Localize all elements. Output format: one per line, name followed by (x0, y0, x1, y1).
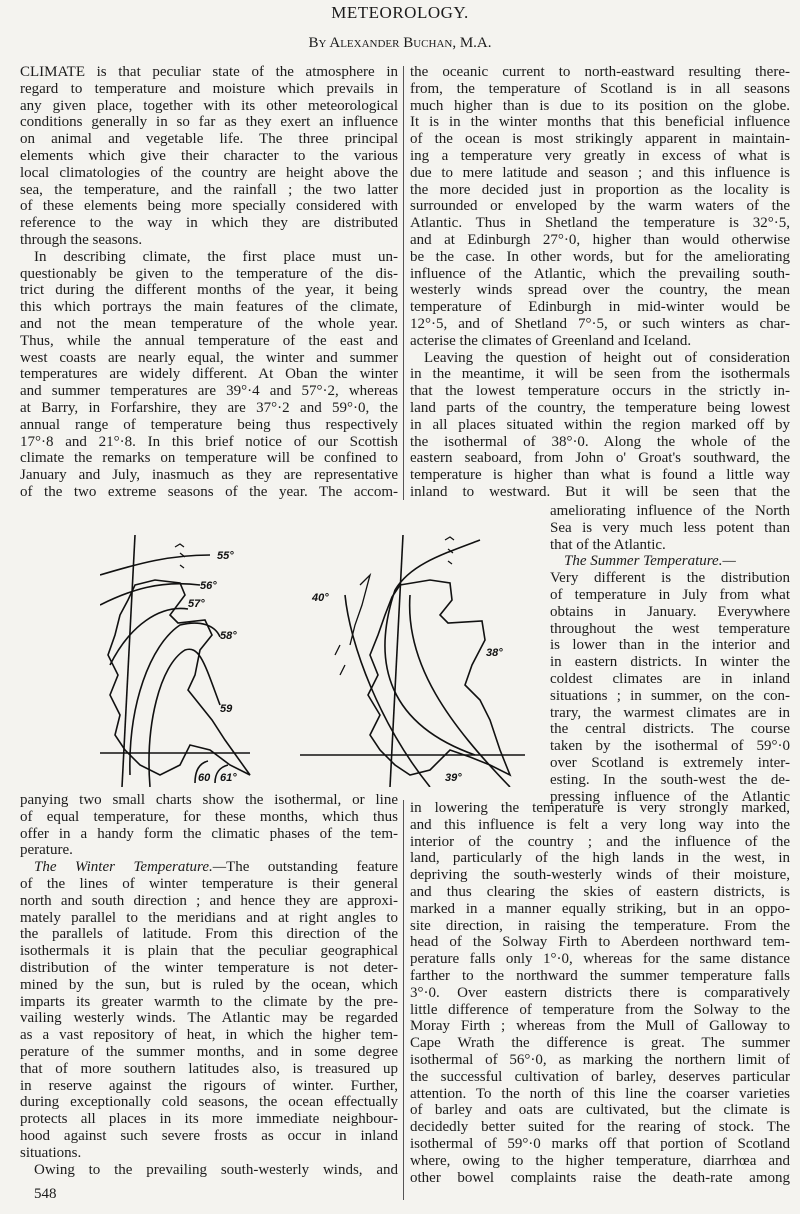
text-line: questionably be given to the temperature of the dis- (20, 265, 398, 282)
text-line: and thus clearing the skies of eastern districts, is (410, 883, 790, 900)
isotherm-label: 59 (220, 703, 233, 715)
section-heading: The Winter Temperature.— (34, 859, 227, 876)
text-line: the more decided just in proportion as the locality is (410, 181, 790, 198)
text-line: situations ; in summer, on the con- (550, 687, 790, 704)
text-line: interior of the country ; and the influence of the (410, 833, 790, 850)
isotherm-label: 60 (198, 772, 211, 784)
text-line: and summer temperatures are 39°·4 and 57°·2, whereas (20, 383, 398, 400)
text-line: surrounded or enveloped by the warm waters of the (410, 198, 790, 215)
page-title: METEOROLOGY. (331, 3, 469, 22)
text-line: vailing westerly winds. The Atlantic may be regarded (20, 1010, 398, 1027)
text-line: trict during the different months of the year, it being (20, 282, 398, 299)
text-line: the central districts. The course (550, 721, 790, 738)
text-line: ing a temperature very greatly in excess of what is (410, 147, 790, 164)
text-line: this which portrays the main features of the climate, (20, 299, 398, 316)
column-right-top (410, 64, 790, 501)
text-line: perature of the summer months, and in some degree (20, 1043, 398, 1060)
text-line: and this influence is felt a very long way into the (410, 816, 790, 833)
text-line: Cape Wrath the difference is great. The summer (410, 1035, 790, 1052)
text-line: the isothermal of 38°·0. Along the whole of the (410, 433, 790, 450)
text-line: and not the mean temperature of the whole year. (20, 315, 398, 332)
text-line: Atlantic. Thus in Shetland the temperature is 32°·5, (410, 215, 790, 232)
text-line: much higher than is due to its position on the globe. (410, 97, 790, 114)
text-line: distribution of the winter temperature is not deter- (20, 959, 398, 976)
text-line: land parts of the country, the temperature being lowest (410, 399, 790, 416)
text-line: mately parallel to the meridians and at right angles to (20, 909, 398, 926)
text-line: isothermals it is plain that the peculiar geographical (20, 943, 398, 960)
column-right-narrow (550, 503, 790, 805)
text-line: of these elements being more specially considered with (20, 198, 398, 215)
isotherm-55 (100, 555, 210, 575)
text-line: conditions generally in so far as they exert an influence (20, 114, 398, 131)
text-line: in eastern districts. In winter the (550, 654, 790, 671)
text-line: temperatures are widely different. At Oban the winter (20, 366, 398, 383)
text-line: It is in the winter months that this beneficial influence (410, 114, 790, 131)
text-line: 12°·5, and of Shetland 7°·5, or such winters as char- (410, 315, 790, 332)
text-line: eastern seaboard, from John o' Groat's southward, the (410, 450, 790, 467)
isotherm-label: 40° (312, 592, 329, 604)
text-line: site direction, in raising the temperature. From the (410, 917, 790, 934)
text-line: of the lines of winter temperature is their general (20, 875, 398, 892)
text-line (550, 553, 790, 570)
text-line: attention. To the north of this line the coarser varieties (410, 1085, 790, 1102)
isotherm-label: 39° (445, 772, 462, 784)
text-line: other bowel complaints raise the death-rate among (410, 1169, 790, 1186)
text-line: of the ocean is most strikingly apparent in maintain- (410, 131, 790, 148)
text-line: situations. (20, 1144, 82, 1161)
text-line: perature falls only 1°·0, whereas for the same distance (410, 951, 790, 968)
column-left-bottom (20, 792, 398, 1178)
isotherm-38 (385, 540, 480, 755)
text-line: local climatologies of the country are height above the (20, 164, 398, 181)
text-line: over Scotland is extremely inter- (550, 754, 790, 771)
text-line: inland to westward. But it will be seen that the (410, 483, 790, 500)
text-line: climate the remarks on temperature will be confined to (20, 450, 398, 467)
text-line: protects all places in its more immediate neighbour- (20, 1111, 398, 1128)
text-line: in all places situated within the region marked off by (410, 416, 790, 433)
page-number: 548 (34, 1186, 57, 1202)
text-line: marked in a manner equally striking, but in an oppo- (410, 900, 790, 917)
text-line: westerly winds spread over the country, the mean (410, 282, 790, 299)
text-line: temperature of Edinburgh in mid-winter would be (410, 299, 790, 316)
text-line: throughout the west temperature (550, 620, 790, 637)
column-divider-bottom (403, 800, 404, 1200)
text-line: north and south direction ; and hence they are approxi- (20, 892, 398, 909)
text-line: Owing to the prevailing south-westerly winds, and (34, 1161, 398, 1178)
column-right-bottom (410, 800, 790, 1186)
text-line: ameliorating influence of the North (550, 503, 790, 519)
text-line: Sea is very much less potent than (550, 519, 790, 536)
text-line (20, 859, 398, 876)
column-divider-top (403, 66, 404, 500)
text-line: annual range of temperature being thus respectively (20, 416, 398, 433)
text-line: of barley and oats are cultivated, but the climate is (410, 1102, 790, 1119)
isotherm-label: 55° (217, 550, 234, 562)
isotherm-59 (149, 649, 220, 787)
text-line: regard to temperature and moisture which prevails in (20, 80, 398, 97)
text-line: reference to the way in which they are distributed (20, 215, 398, 232)
text-line: of the two extreme seasons of the year. The accom- (20, 483, 398, 500)
text-line: perature. (20, 842, 73, 859)
text-line: any given place, together with its other meteorological (20, 97, 398, 114)
column-left-top (20, 64, 398, 501)
text-line: head of the Solway Firth to Aberdeen northward tem- (410, 934, 790, 951)
text-line: isothermal of 59°·0 marks off that portion of Scotland (410, 1135, 790, 1152)
text-line: the successful cultivation of barley, deserves particular (410, 1068, 790, 1085)
summer-isotherm-map (100, 525, 260, 787)
text-line: decidedly better suited for the rearing of stock. The (410, 1119, 790, 1136)
text-line: isothermal of 56°·0, as marking the northern limit of (410, 1051, 790, 1068)
text-line: mined by the sun, but is ruled by the ocean, which (20, 976, 398, 993)
text-line-content: The outstanding feature (226, 859, 398, 876)
text-line: obtains in January. Everywhere (550, 603, 790, 620)
text-line: and at Edinburgh 27°·0, higher than would otherwise (410, 231, 790, 248)
text-line: little difference of temperature from the Solway to the (410, 1001, 790, 1018)
isotherm-label: 56° (200, 580, 217, 592)
text-line: taken by the isothermal of 59°·0 (550, 738, 790, 755)
text-line: influence of the Atlantic, which the prevailing south- (410, 265, 790, 282)
text-line: due to mere latitude and season ; and this influence is (410, 164, 790, 181)
text-line: west coasts are nearly equal, the winter and summer (20, 349, 398, 366)
isotherm-label: 61° (220, 772, 237, 784)
text-line: trary, the warmest climates are in (550, 704, 790, 721)
text-line: farther to the northward the summer temperature falls (410, 967, 790, 984)
isotherm-label: 58° (220, 630, 237, 642)
text-line: hood against such severe frosts as occur in inland (20, 1127, 398, 1144)
text-line: 3°·0. Over eastern districts there is comparatively (410, 984, 790, 1001)
section-heading: The Summer Temperature.— (564, 553, 736, 570)
text-line: CLIMATE is that peculiar state of the atmosphere in (20, 64, 398, 80)
winter-isotherm-map (300, 525, 535, 787)
author-byline: By Alexander Buchan, M.A. (308, 35, 492, 51)
text-line: panying two small charts show the isothermal, or line (20, 792, 398, 808)
text-line: Thus, while the annual temperature of the east and (20, 332, 398, 349)
text-line: in lowering the temperature is very strongly marked, (410, 800, 790, 816)
isotherm-label: 38° (486, 647, 503, 659)
text-line: January and July, inasmuch as they are representative (20, 467, 398, 484)
text-line: the parallels of latitude. From this direction of the (20, 926, 398, 943)
text-line: Moray Firth ; whereas from the Mull of Galloway to (410, 1018, 790, 1035)
text-line: imparts its greater warmth to the climate by the pre- (20, 993, 398, 1010)
text-line: elements which give their character to the various (20, 147, 398, 164)
text-line: land, particularly of the high lands in the west, in (410, 850, 790, 867)
text-line: that of more southern latitudes also, is treasured up (20, 1060, 398, 1077)
text-line: temperature is higher than what is found a little way (410, 467, 790, 484)
text-line: pressing influence of the Atlantic (550, 788, 790, 805)
text-line: esting. In the south-west the de- (550, 771, 790, 788)
hebrides-islands (335, 575, 370, 675)
text-line: on animal and vegetable life. The three principal (20, 131, 398, 148)
text-line: of equal temperature, for these months, which thus (20, 808, 398, 825)
text-line: acterise the climates of Greenland and Iceland. (410, 332, 692, 349)
text-line: where, owing to the higher temperature, diarrhœa and (410, 1152, 790, 1169)
text-line: the oceanic current to north-eastward resulting there- (410, 64, 790, 80)
text-line: sea, the temperature, and the rainfall ; the two latter (20, 181, 398, 198)
text-line: that the lowest temperature occurs in the strictly in- (410, 383, 790, 400)
text-line: Leaving the question of height out of consideration (424, 349, 790, 366)
text-line: coldest climates are in inland (550, 670, 790, 687)
isotherm-label: 57° (188, 598, 205, 610)
text-line: depriving the south-westerly winds of their moisture, (410, 867, 790, 884)
text-line: as a vast repository of heat, in which the higher tem- (20, 1027, 398, 1044)
text-line: Very different is the distribution (550, 570, 790, 587)
text-line: of temperature in July from what (550, 586, 790, 603)
text-line: 17°·8 and 21°·8. In this brief notice of our Scottish (20, 433, 398, 450)
meridian-line (390, 535, 403, 787)
text-line: offer in a handy form the climatic phases of the tem- (20, 825, 398, 842)
text-line: is lower than in the interior and (550, 637, 790, 654)
text-line: during exceptionally cold seasons, the ocean effectually (20, 1094, 398, 1111)
text-line: through the seasons. (20, 231, 143, 248)
text-line: in reserve against the rigours of winter. Further, (20, 1077, 398, 1094)
text-line: from, the temperature of Scotland is in all seasons (410, 80, 790, 97)
text-line: in the meantime, it will be seen from the isothermals (410, 366, 790, 383)
text-line: that of the Atlantic. (550, 536, 666, 553)
text-line: at Barry, in Forfarshire, they are 37°·2 and 59°·0, the (20, 399, 398, 416)
text-line: In describing climate, the first place must un- (34, 248, 398, 265)
text-line: be the case. In other words, but for the ameliorating (410, 248, 790, 265)
isotherm-39 (410, 595, 510, 787)
